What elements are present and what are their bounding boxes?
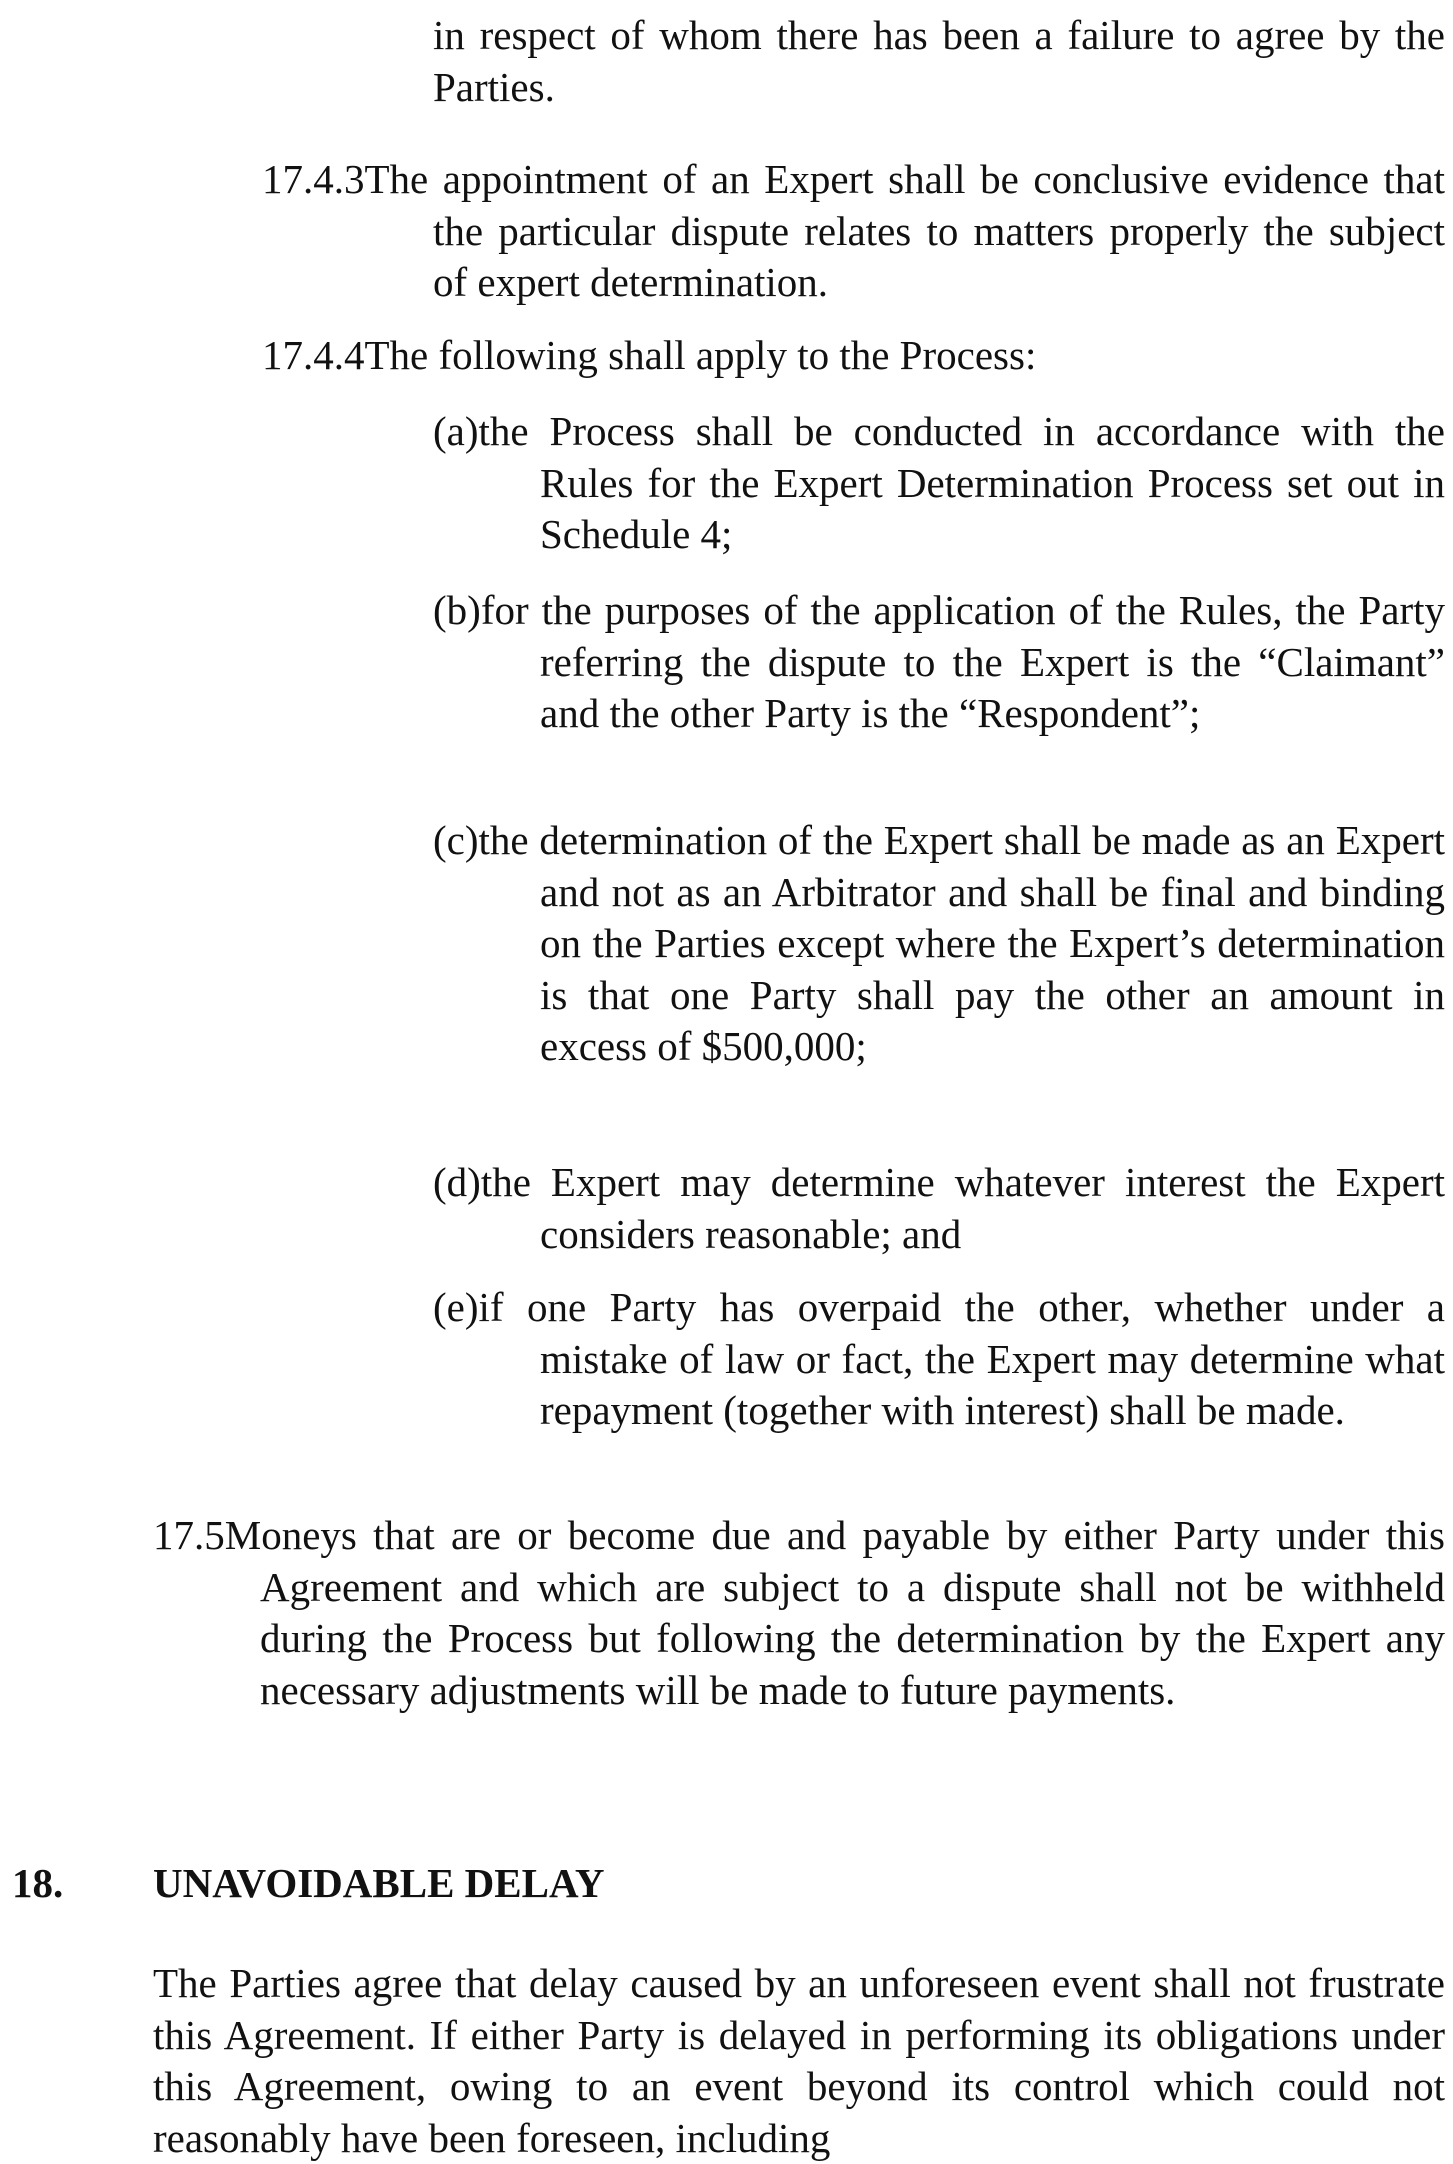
clause-number: 17.5 bbox=[153, 1512, 225, 1558]
subclause-text: the Expert may determine whatever interest the Expert considers reasonable; and bbox=[480, 1159, 1445, 1257]
section-18-body: The Parties agree that delay caused by an unforeseen event shall not frustrate this Agreement. If either Party is delayed in performing its obligations under this Agreement, owing to an event beyond its control which could not reasonably have been foreseen, including bbox=[153, 1960, 1445, 2161]
subclause-e bbox=[433, 1282, 1445, 1437]
clause-17-5 bbox=[153, 1510, 1445, 1716]
subclause-label: (b) bbox=[433, 587, 481, 633]
clause-number: 17.4.4 bbox=[262, 332, 365, 378]
subclause-text: the Process shall be conducted in accordance with the Rules for the Expert Determination Process set out in Schedule 4; bbox=[478, 408, 1445, 557]
clause-number: 17.4.3 bbox=[262, 156, 365, 202]
subclause-label: (c) bbox=[433, 817, 479, 863]
subclause-text: if one Party has overpaid the other, whether under a mistake of law or fact, the Expert may determine what repayment (together with interest) shall be made. bbox=[478, 1284, 1445, 1433]
subclause-text: the determination of the Expert shall be made as an Expert and not as an Arbitrator and shall be final and binding on the Parties except where the Expert’s determination is that one Party shall pay the other an amount in excess of $500,000; bbox=[478, 817, 1445, 1069]
subclause-d bbox=[433, 1157, 1445, 1260]
continuation-text: in respect of whom there has been a failure to agree by the Parties. bbox=[433, 12, 1445, 110]
subclause-label: (a) bbox=[433, 408, 479, 454]
clause-text: Moneys that are or become due and payable by either Party under this Agreement and which are subject to a dispute shall not be withheld during the Process but following the determination by the Expert any necessary adjustments will be made to future payments. bbox=[224, 1512, 1445, 1713]
subclause-label: (d) bbox=[433, 1159, 481, 1205]
clause-17-4-4 bbox=[262, 330, 1445, 382]
section-number: 18. bbox=[12, 1860, 64, 1906]
section-title: UNAVOIDABLE DELAY bbox=[153, 1860, 605, 1906]
clause-17-4-3 bbox=[262, 154, 1445, 309]
clause-text: The appointment of an Expert shall be conclusive evidence that the particular dispute relates to matters properly the subject of expert determination. bbox=[364, 156, 1445, 305]
subclause-label: (e) bbox=[433, 1284, 479, 1330]
subclause-b bbox=[433, 585, 1445, 740]
subclause-c bbox=[433, 815, 1445, 1073]
subclause-text: for the purposes of the application of the Rules, the Party referring the dispute to the Expert is the “Claimant” and the other Party is the “Respondent”; bbox=[480, 587, 1445, 736]
subclause-a bbox=[433, 406, 1445, 561]
clause-text: The following shall apply to the Process: bbox=[364, 332, 1037, 378]
